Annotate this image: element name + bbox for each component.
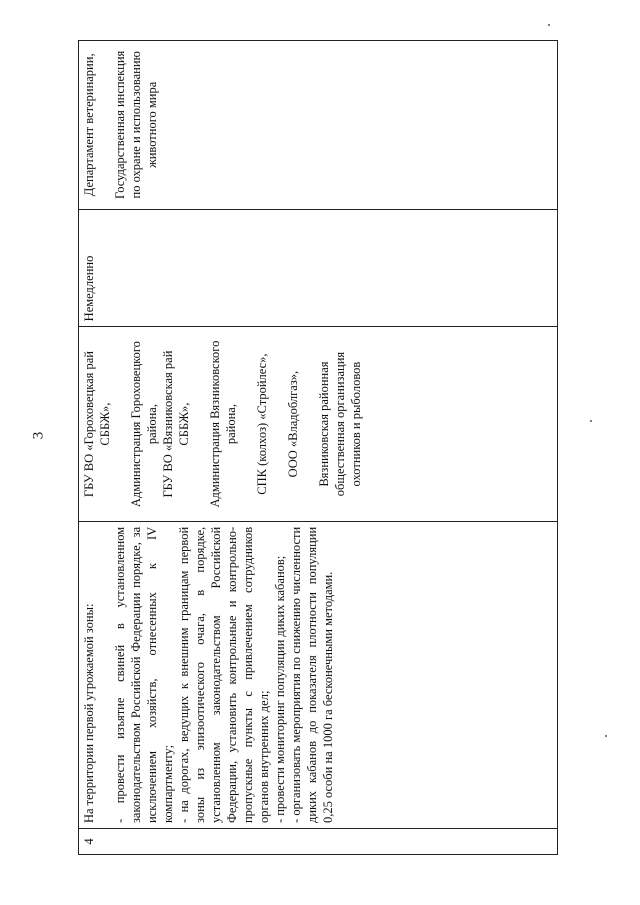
spacer: [301, 332, 316, 516]
spacer: [97, 46, 112, 204]
responsible-party: Государственная инспекция по охране и использованию животного мира: [113, 50, 159, 199]
page-number: 3: [30, 431, 47, 440]
spacer: [192, 332, 207, 516]
row-number-cell: [79, 828, 557, 854]
executor: ГБУ ВО «Вязниковская рай СББЖ»,: [161, 350, 191, 498]
executor: ГБУ ВО «Гороховецкая рай СББЖ»,: [82, 351, 112, 498]
action-item: - организовать мероприятия по снижению численности диких кабанов до показателя плотности популяции 0,25 особи на 1000 га бесконечными методами.: [289, 526, 335, 824]
row-number: 4: [82, 838, 96, 845]
actions-heading: На территории первой угрожаемой зоны:: [82, 603, 96, 824]
spacer: [113, 332, 128, 516]
executor: ООО «Владоблгаз»,: [286, 370, 300, 478]
scan-speck: [548, 24, 550, 26]
actions-cell: [79, 521, 557, 828]
scan-speck: [590, 420, 592, 422]
spacer: [239, 332, 254, 516]
executor: СПК (колхоз) «Стройлес»,: [255, 353, 269, 495]
executors-cell: [79, 326, 557, 521]
action-item: - провести мониторинг популяции диких кабанов;: [273, 555, 287, 824]
term-cell: [79, 209, 557, 327]
responsible-cell: [79, 41, 557, 209]
executor: Администрация Гороховецкого района,: [129, 341, 159, 508]
measures-table-wrapper: [78, 40, 558, 855]
executor: Администрация Вязниковского района,: [208, 340, 238, 508]
executor: Вязниковская районная общественная организация охотников и рыболовов: [317, 351, 363, 497]
spacer: [97, 527, 112, 823]
measures-table: [78, 40, 558, 855]
action-item: - провести изъятие свиней в установленном законодательством Российской Федерации порядке, за исключением хозяйств, отнесенных к IV компартменту;: [113, 526, 175, 824]
term-value: Немедленно: [82, 255, 96, 322]
spacer: [270, 332, 285, 516]
responsible-party: Департамент ветеринарии,: [82, 53, 96, 197]
action-item: - на дорогах, ведущих к внешним границам первой зоны из эпизоотического очага, в порядке, установленном законодательством Российской Федерации, установить контрольные и контрольно-пропускные пункты с привлечением сотрудников органов внутренних дел;: [177, 526, 271, 824]
scan-speck: [605, 735, 607, 737]
